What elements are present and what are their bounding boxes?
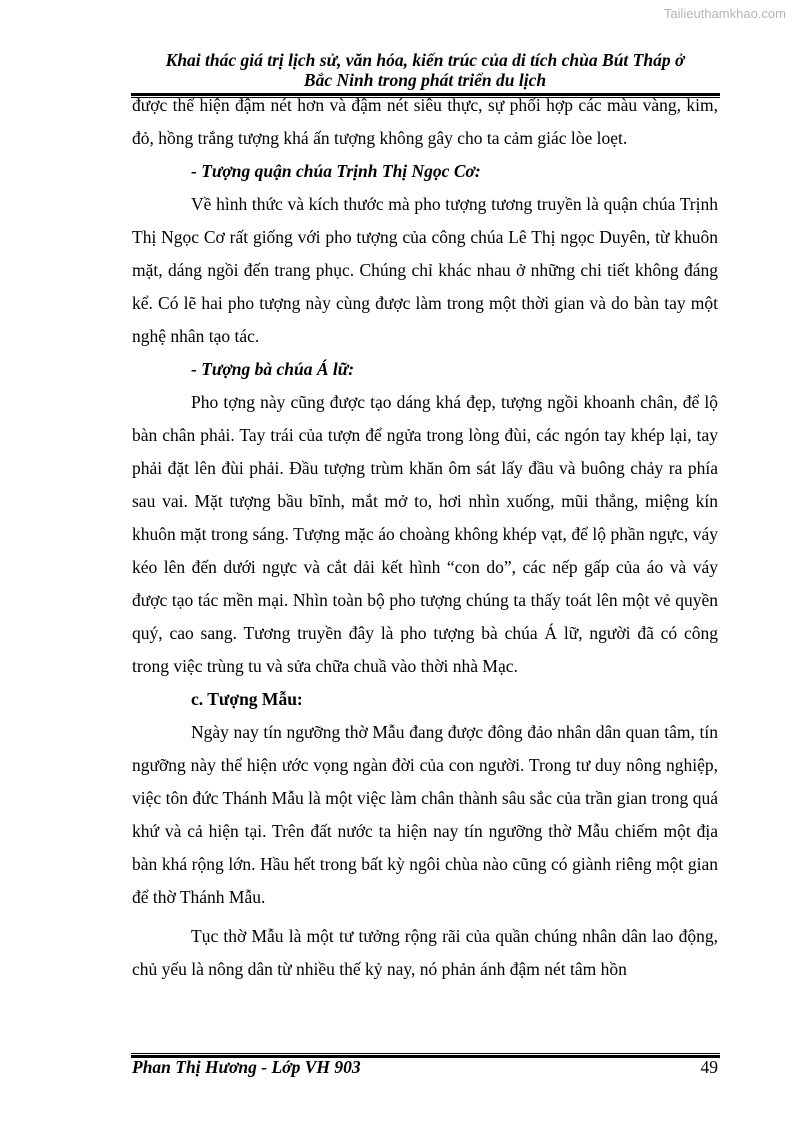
page-number: 49 bbox=[700, 1057, 718, 1077]
watermark: Tailieuthamkhao.com bbox=[663, 6, 786, 21]
header-title-line-2: Bắc Ninh trong phát triển du lịch bbox=[303, 70, 547, 90]
paragraph-ba-chua-a-lu: Pho tợng này cũng được tạo dáng khá đẹp, tượng ngồi khoanh chân, để lộ bàn chân phải. Tay trái của tượn để ngửa trong lòng đùi, các ngón tay khép lại, tay phải đặt lên đùi phải. Đầu tượng trùm khăn ôm sát lấy đầu và buông chảy ra phía sau vai. Mặt tượng bầu bĩnh, mắt mở to, hơi nhìn xuống, mũi thẳng, miệng kín khuôn mặt trong sáng. Tượng mặc áo choàng không khép vạt, để lộ phần ngực, váy kéo lên đến dưới ngực và cắt dải kết hình “con do”, các nếp gấp của áo và váy được tạo tác mền mại. Nhìn toàn bộ pho tượng chúng ta thấy toát lên một vẻ quyền quý, cao sang. Tương truyền đây là pho tượng bà chúa Á lữ, người đã có công trong việc trùng tu và sửa chữa chuầ vào thời nhà Mạc. bbox=[132, 392, 718, 676]
subheading-ba-chua-a-lu: - Tượng bà chúa Á lữ: bbox=[191, 359, 355, 379]
subheading-trinh-thi-ngoc-co: - Tượng quận chúa Trịnh Thị Ngọc Cơ: bbox=[191, 161, 481, 181]
footer-author: Phan Thị Hương - Lớp VH 903 bbox=[132, 1057, 361, 1077]
paragraph-tuong-mau-2: Tục thờ Mẫu là một tư tưởng rộng rãi của quần chúng nhân dân lao động, chủ yếu là nông dân từ nhiều thế kỷ nay, nó phản ánh đậm nét tâm hồn bbox=[132, 926, 718, 979]
paragraph-tuong-mau-1: Ngày nay tín ngưỡng thờ Mẫu đang được đông đảo nhân dân quan tâm, tín ngưỡng này thể hiện ước vọng ngàn đời của con người. Trong tư duy nông nghiệp, việc tôn đức Thánh Mẫu là một việc làm chân thành sâu sắc của trần gian trong quá khứ và cả hiện tại. Trên đất nước ta hiện nay tín ngưỡng thờ Mẫu chiếm một địa bàn khá rộng lớn. Hầu hết trong bất kỳ ngôi chùa nào cũng có giành riêng một gian để thờ Thánh Mẫu. bbox=[132, 722, 718, 907]
page-header bbox=[132, 50, 718, 90]
header-title-line-1: Khai thác giá trị lịch sử, văn hóa, kiến trúc của di tích chùa Bút Tháp ở bbox=[165, 50, 685, 70]
section-heading-tuong-mau: c. Tượng Mẫu: bbox=[191, 689, 303, 709]
document-body bbox=[132, 89, 718, 986]
paragraph-trinh-thi-ngoc-co: Về hình thức và kích thước mà pho tượng tương truyền là quận chúa Trịnh Thị Ngọc Cơ rất giống với pho tượng của công chúa Lê Thị ngọc Duyên, từ khuôn mặt, dáng ngồi đến trang phục. Chúng chỉ khác nhau ở những chi tiết không đáng kể. Có lẽ hai pho tượng này cùng được làm trong một thời gian và do bàn tay một nghệ nhân tạo tác. bbox=[132, 194, 718, 346]
paragraph-continued: được thể hiện đậm nét hơn và đậm nét siêu thực, sự phối hợp các màu vàng, kim, đỏ, hồng trắng tượng khá ấn tượng không gây cho ta cảm giác lòe loẹt. bbox=[132, 95, 718, 148]
